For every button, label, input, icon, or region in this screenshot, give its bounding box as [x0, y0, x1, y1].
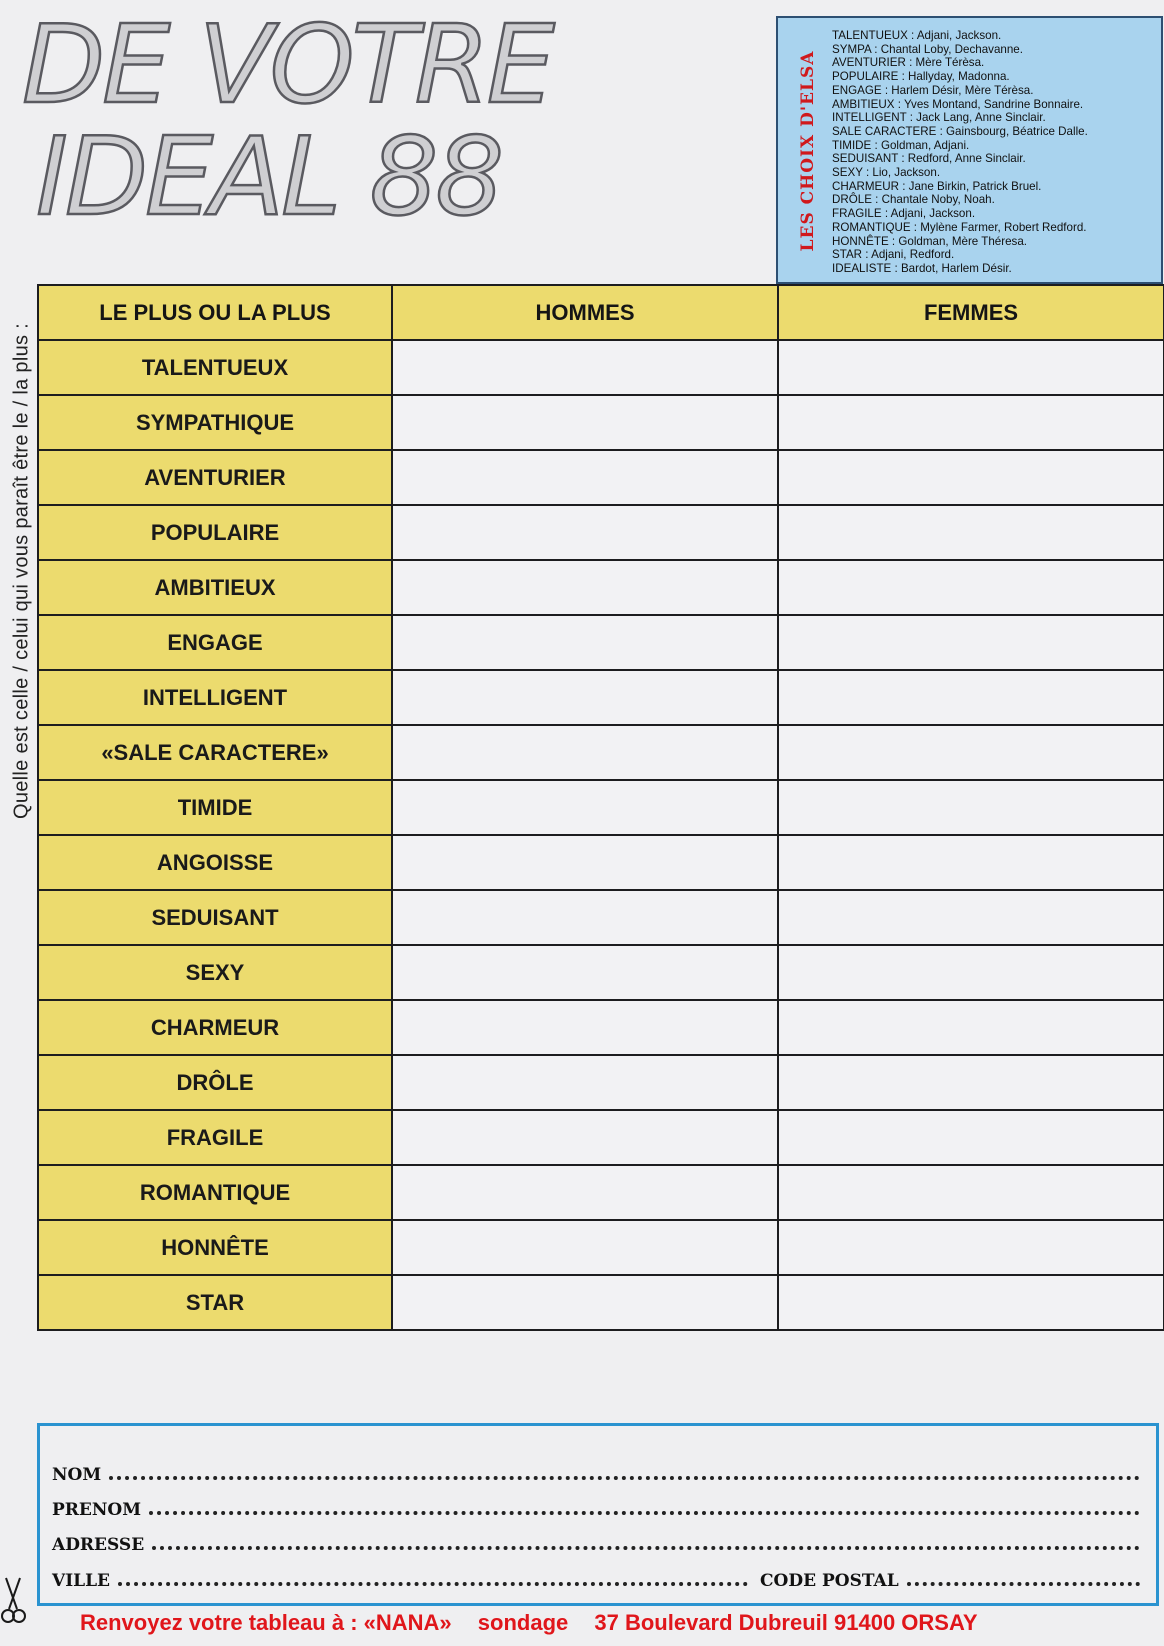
table-row [38, 1055, 1164, 1110]
women-answer-cell[interactable] [778, 615, 1164, 670]
criteria-cell: «SALE CARACTERE» [38, 725, 392, 780]
women-answer-cell[interactable] [778, 1110, 1164, 1165]
men-answer-cell[interactable] [392, 1275, 778, 1330]
table-row [38, 780, 1164, 835]
elsa-choice-item: IDEALISTE : Bardot, Harlem Désir. [832, 261, 1012, 275]
elsa-choice-item: ROMANTIQUE : Mylène Farmer, Robert Redford. [832, 220, 1087, 234]
criteria-cell: STAR [38, 1275, 392, 1330]
elsa-choice-item: AMBITIEUX : Yves Montand, Sandrine Bonnaire. [832, 97, 1084, 111]
code-postal-field[interactable] [907, 1582, 1140, 1586]
women-answer-cell[interactable] [778, 780, 1164, 835]
side-caption: Quelle est celle / celui qui vous paraît être le / la plus : [10, 322, 33, 820]
men-answer-cell[interactable] [392, 1055, 778, 1110]
table-row [38, 1000, 1164, 1055]
women-answer-cell[interactable] [778, 450, 1164, 505]
women-answer-cell[interactable] [778, 505, 1164, 560]
elsa-choice-item: SEXY : Lio, Jackson. [832, 166, 941, 180]
table-row [38, 725, 1164, 780]
criteria-cell: ANGOISSE [38, 835, 392, 890]
return-address-service: sondage [477, 1610, 569, 1635]
criteria-cell: POPULAIRE [38, 505, 392, 560]
women-answer-cell[interactable] [778, 725, 1164, 780]
table-row [38, 835, 1164, 890]
header-women: FEMMES [778, 285, 1164, 340]
men-answer-cell[interactable] [392, 395, 778, 450]
criteria-cell: AMBITIEUX [38, 560, 392, 615]
men-answer-cell[interactable] [392, 450, 778, 505]
table-row [38, 340, 1164, 395]
men-answer-cell[interactable] [392, 725, 778, 780]
women-answer-cell[interactable] [778, 890, 1164, 945]
criteria-cell: TALENTUEUX [38, 340, 392, 395]
women-answer-cell[interactable] [778, 1220, 1164, 1275]
table-row [38, 1165, 1164, 1220]
men-answer-cell[interactable] [392, 1165, 778, 1220]
ville-label: VILLE [52, 1571, 111, 1591]
elsa-choice-item: TALENTUEUX : Adjani, Jackson. [832, 29, 1002, 42]
return-address-intro: Renvoyez votre tableau à : «NANA» [80, 1610, 452, 1635]
elsa-choice-item: SYMPA : Chantal Loby, Dechavanne. [832, 42, 1023, 56]
form-row-adresse [52, 1533, 1140, 1555]
men-answer-cell[interactable] [392, 560, 778, 615]
women-answer-cell[interactable] [778, 1055, 1164, 1110]
criteria-cell: AVENTURIER [38, 450, 392, 505]
contact-form [37, 1423, 1159, 1606]
prenom-field[interactable] [149, 1511, 1140, 1515]
women-answer-cell[interactable] [778, 1165, 1164, 1220]
elsa-choice-item: SEDUISANT : Redford, Anne Sinclair. [832, 152, 1026, 166]
men-answer-cell[interactable] [392, 1110, 778, 1165]
header-men: HOMMES [392, 285, 778, 340]
criteria-cell: FRAGILE [38, 1110, 392, 1165]
elsa-choice-item: STAR : Adjani, Redford. [832, 248, 955, 262]
men-answer-cell[interactable] [392, 1220, 778, 1275]
table-row [38, 670, 1164, 725]
criteria-cell: TIMIDE [38, 780, 392, 835]
women-answer-cell[interactable] [778, 835, 1164, 890]
elsa-choice-item: HONNÊTE : Goldman, Mère Théresa. [832, 234, 1028, 248]
criteria-cell: HONNÊTE [38, 1220, 392, 1275]
form-row-nom [52, 1463, 1140, 1485]
table-row [38, 505, 1164, 560]
table-row [38, 945, 1164, 1000]
men-answer-cell[interactable] [392, 890, 778, 945]
criteria-cell: ROMANTIQUE [38, 1165, 392, 1220]
criteria-cell: SEDUISANT [38, 890, 392, 945]
table-row [38, 560, 1164, 615]
prenom-label: PRENOM [52, 1500, 142, 1520]
elsa-choices-heading: LES CHOIX D'ELSA [798, 50, 818, 252]
men-answer-cell[interactable] [392, 340, 778, 395]
elsa-choice-item: TIMIDE : Goldman, Adjani. [832, 138, 970, 152]
men-answer-cell[interactable] [392, 780, 778, 835]
elsa-choice-item: FRAGILE : Adjani, Jackson. [832, 207, 976, 221]
table-row [38, 890, 1164, 945]
men-answer-cell[interactable] [392, 835, 778, 890]
women-answer-cell[interactable] [778, 340, 1164, 395]
elsa-choice-item: SALE CARACTERE : Gainsbourg, Béatrice Dalle. [832, 124, 1088, 138]
men-answer-cell[interactable] [392, 615, 778, 670]
header-criteria: LE PLUS OU LA PLUS [38, 285, 392, 340]
table-header-row [38, 285, 1164, 340]
table-row [38, 395, 1164, 450]
form-row-prenom [52, 1498, 1140, 1520]
elsa-choice-item: DRÔLE : Chantale Noby, Noah. [832, 193, 995, 207]
scissors-icon [0, 1576, 26, 1626]
adresse-label: ADRESSE [52, 1535, 145, 1555]
table-row [38, 1275, 1164, 1330]
title-line-1: DE VOTRE [22, 3, 552, 128]
women-answer-cell[interactable] [778, 1275, 1164, 1330]
adresse-field[interactable] [152, 1546, 1140, 1550]
women-answer-cell[interactable] [778, 560, 1164, 615]
table-row [38, 615, 1164, 670]
nom-field[interactable] [109, 1476, 1140, 1480]
code-postal-label: CODE POSTAL [760, 1571, 899, 1591]
return-address-street: 37 Boulevard Dubreuil 91400 ORSAY [594, 1610, 978, 1635]
criteria-cell: SEXY [38, 945, 392, 1000]
men-answer-cell[interactable] [392, 1000, 778, 1055]
elsa-choice-item: AVENTURIER : Mère Térèsa. [832, 56, 985, 70]
men-answer-cell[interactable] [392, 505, 778, 560]
women-answer-cell[interactable] [778, 945, 1164, 1000]
survey-table [37, 284, 1164, 1331]
elsa-choice-item: POPULAIRE : Hallyday, Madonna. [832, 70, 1010, 84]
criteria-cell: DRÔLE [38, 1055, 392, 1110]
elsa-choices-list [832, 29, 1088, 276]
return-address [80, 1610, 998, 1636]
nom-label: NOM [52, 1465, 102, 1485]
women-answer-cell[interactable] [778, 395, 1164, 450]
table-row [38, 1220, 1164, 1275]
men-answer-cell[interactable] [392, 945, 778, 1000]
elsa-choice-item: INTELLIGENT : Jack Lang, Anne Sinclair. [832, 111, 1046, 125]
page-title [14, 3, 774, 240]
women-answer-cell[interactable] [778, 1000, 1164, 1055]
men-answer-cell[interactable] [392, 670, 778, 725]
ville-field[interactable] [118, 1582, 748, 1586]
elsa-choice-item: CHARMEUR : Jane Birkin, Patrick Bruel. [832, 179, 1042, 193]
criteria-cell: ENGAGE [38, 615, 392, 670]
criteria-cell: CHARMEUR [38, 1000, 392, 1055]
elsa-choices-box [776, 16, 1163, 284]
criteria-cell: INTELLIGENT [38, 670, 392, 725]
title-line-2: IDEAL 88 [36, 115, 502, 240]
elsa-choice-item: ENGAGE : Harlem Désir, Mère Térèsa. [832, 83, 1034, 97]
women-answer-cell[interactable] [778, 670, 1164, 725]
criteria-cell: SYMPATHIQUE [38, 395, 392, 450]
form-row-ville [52, 1569, 1140, 1591]
table-row [38, 1110, 1164, 1165]
table-row [38, 450, 1164, 505]
